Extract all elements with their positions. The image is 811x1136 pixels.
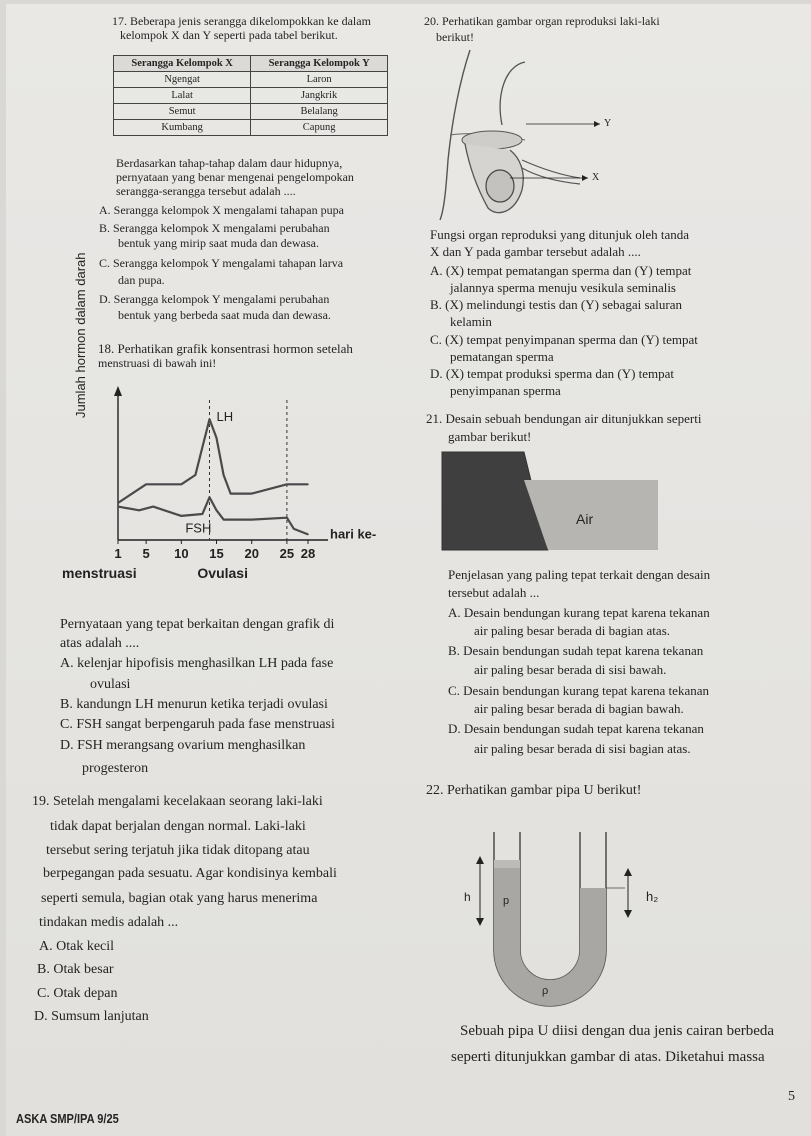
q21-question-line2: tersebut adalah ... [448, 585, 540, 600]
q18-question-line1: Pernyataan yang tepat berkaitan dengan grafik di [60, 617, 335, 632]
q21-option-b-line1: B. Desain bendungan sudah tepat karena tekanan [448, 643, 704, 658]
q21-stem-line1: 21. Desain sebuah bendungan air ditunjukkan seperti [426, 411, 702, 426]
q18-stem-line1: 18. Perhatikan grafik konsentrasi hormon setelah [98, 341, 353, 356]
q17-stem-line2: pernyataan yang benar mengenai pengelompokan [116, 170, 354, 184]
table-cell: Ngengat [114, 72, 251, 88]
page-number: 5 [788, 1089, 795, 1104]
q19-stem-line3: tersebut sering terjatuh jika tidak ditopang atau [46, 843, 310, 858]
q18-option-c: C. FSH sangat berpengaruh pada fase menstruasi [60, 717, 335, 732]
q22-stem: 22. Perhatikan gambar pipa U berikut! [426, 783, 642, 798]
q19-stem-line4: berpegangan pada sesuatu. Agar kondisinya kembali [43, 866, 337, 881]
q21-option-c-line1: C. Desain bendungan kurang tepat karena tekanan [448, 683, 709, 698]
q18-option-d-line1: D. FSH merangsang ovarium menghasilkan [60, 738, 306, 753]
q19-option-c: C. Otak depan [37, 986, 118, 1001]
u-tube-diagram [450, 820, 670, 1010]
q17-option-d-line1: D. Serangga kelompok Y mengalami perubahan [99, 292, 330, 306]
table-row [114, 120, 388, 136]
table-cell: Kumbang [114, 120, 251, 136]
q20-option-c-line2: pematangan sperma [450, 349, 554, 364]
chart-x-axis-label: hari ke- [330, 526, 377, 542]
table-cell: Belalang [251, 104, 388, 120]
q20-option-b-line2: kelamin [450, 314, 492, 329]
x-tick-label: 5 [142, 546, 150, 561]
footer-code: ASKA SMP/IPA 9/25 [16, 1111, 119, 1126]
x-tick-label: 1 [114, 546, 122, 561]
x-tick-label: 20 [244, 546, 259, 561]
q19-option-b: B. Otak besar [37, 962, 114, 977]
chart-y-axis-label: Jumlah hormon dalam darah [73, 252, 88, 418]
q21-option-c-line2: air paling besar berada di bagian bawah. [474, 701, 684, 716]
q19-option-a: A. Otak kecil [39, 939, 115, 954]
q22-description-line2: seperti ditunjukkan gambar di atas. Diketahui massa [451, 1049, 765, 1065]
q18-option-a-line1: A. kelenjar hipofisis menghasilkan LH pada fase [60, 656, 334, 671]
table-cell: Semut [114, 104, 251, 120]
q17-option-d-line2: bentuk yang berbeda saat muda dan dewasa. [118, 308, 331, 322]
q17-option-c-line1: C. Serangga kelompok Y mengalami tahapan larva [99, 256, 344, 270]
q17-option-c-line2: dan pupa. [118, 273, 165, 287]
label-h2: h₂ [646, 889, 659, 904]
male-reproductive-organ-diagram [430, 40, 630, 220]
label-p: p [503, 895, 510, 907]
table-row [114, 72, 388, 88]
q20-question-line2: X dan Y pada gambar tersebut adalah .... [430, 244, 641, 259]
q21-option-d-line1: D. Desain bendungan sudah tepat karena tekanan [448, 721, 704, 736]
q17-stem-line1: Berdasarkan tahap-tahap dalam daur hidupnya, [116, 156, 343, 170]
label-rho: ρ [542, 985, 549, 997]
q19-stem-line1: 19. Setelah mengalami kecelakaan seorang laki-laki [32, 794, 323, 809]
q18-option-b: B. kandungn LH menurun ketika terjadi ovulasi [60, 697, 328, 712]
q20-question-line1: Fungsi organ reproduksi yang ditunjuk oleh tanda [430, 227, 690, 242]
label-y: Y [604, 118, 612, 129]
q17-option-b-line2: bentuk yang mirip saat muda dan dewasa. [118, 236, 319, 250]
q21-stem-line2: gambar berikut! [448, 429, 532, 444]
q22-description-line1: Sebuah pipa U diisi dengan dua jenis cairan berbeda [460, 1023, 775, 1039]
q20-stem-line1: 20. Perhatikan gambar organ reproduksi laki-laki [424, 14, 660, 28]
table-header-x: Serangga Kelompok X [114, 56, 251, 72]
q20-option-a-line2: jalannya sperma menuju vesikula seminalis [450, 280, 676, 295]
x-tick-label: 10 [174, 546, 189, 561]
q19-option-d: D. Sumsum lanjutan [34, 1009, 149, 1024]
x-tick-label: 28 [300, 546, 316, 561]
q18-option-a-line2: ovulasi [90, 677, 131, 692]
q18-stem-line2: menstruasi di bawah ini! [98, 356, 217, 370]
q18-option-d-line2: progesteron [82, 761, 149, 776]
q20-option-a-line1: A. (X) tempat pematangan sperma dan (Y) tempat [430, 263, 692, 278]
water-label: Air [576, 511, 594, 527]
q20-option-c-line1: C. (X) tempat penyimpanan sperma dan (Y) tempat [430, 332, 698, 347]
phase-label-menstruasi: menstruasi [62, 565, 137, 581]
label-x: X [592, 172, 600, 183]
table-cell: Capung [251, 120, 388, 136]
table-row [114, 104, 388, 120]
q17-option-a: A. Serangga kelompok X mengalami tahapan pupa [99, 203, 344, 217]
q21-option-d-line2: air paling besar berada di sisi bagian atas. [474, 741, 691, 756]
x-tick-label: 25 [279, 546, 295, 561]
table-header-y: Serangga Kelompok Y [251, 56, 388, 72]
label-h: h [464, 890, 471, 904]
q17-insect-table [113, 55, 388, 136]
table-cell: Jangkrik [251, 88, 388, 104]
table-cell: Lalat [114, 88, 251, 104]
q21-question-line1: Penjelasan yang paling tepat terkait dengan desain [448, 567, 711, 582]
q21-option-a-line2: air paling besar berada di bagian atas. [474, 623, 670, 638]
q17-option-b-line1: B. Serangga kelompok X mengalami perubahan [99, 221, 330, 235]
q21-option-b-line2: air paling besar berada di sisi bawah. [474, 662, 667, 677]
dam-diagram [440, 450, 660, 554]
table-cell: Laron [251, 72, 388, 88]
q20-option-d-line1: D. (X) tempat produksi sperma dan (Y) tempat [430, 366, 675, 381]
q17-intro-line2: kelompok X dan Y seperti pada tabel berikut. [120, 28, 338, 42]
table-row [114, 88, 388, 104]
x-tick-label: 15 [209, 546, 224, 561]
q20-option-d-line2: penyimpanan sperma [450, 383, 561, 398]
series-label-fsh: FSH [185, 520, 212, 536]
q17-intro-line1: 17. Beberapa jenis serangga dikelompokkan ke dalam [112, 14, 371, 28]
q19-stem-line6: tindakan medis adalah ... [39, 915, 179, 930]
q17-stem-line3: serangga-serangga tersebut adalah .... [116, 184, 296, 198]
q18-question-line2: atas adalah .... [60, 636, 140, 651]
phase-label-ovulasi: Ovulasi [197, 565, 249, 581]
q20-option-b-line1: B. (X) melindungi testis dan (Y) sebagai saluran [430, 297, 682, 312]
q21-option-a-line1: A. Desain bendungan kurang tepat karena tekanan [448, 605, 710, 620]
series-label-lh: LH [216, 408, 234, 424]
q19-stem-line2: tidak dapat berjalan dengan normal. Laki-laki [50, 819, 306, 834]
q19-stem-line5: seperti semula, bagian otak yang harus menerima [41, 891, 318, 906]
q20-stem-line2: berikut! [436, 30, 474, 44]
